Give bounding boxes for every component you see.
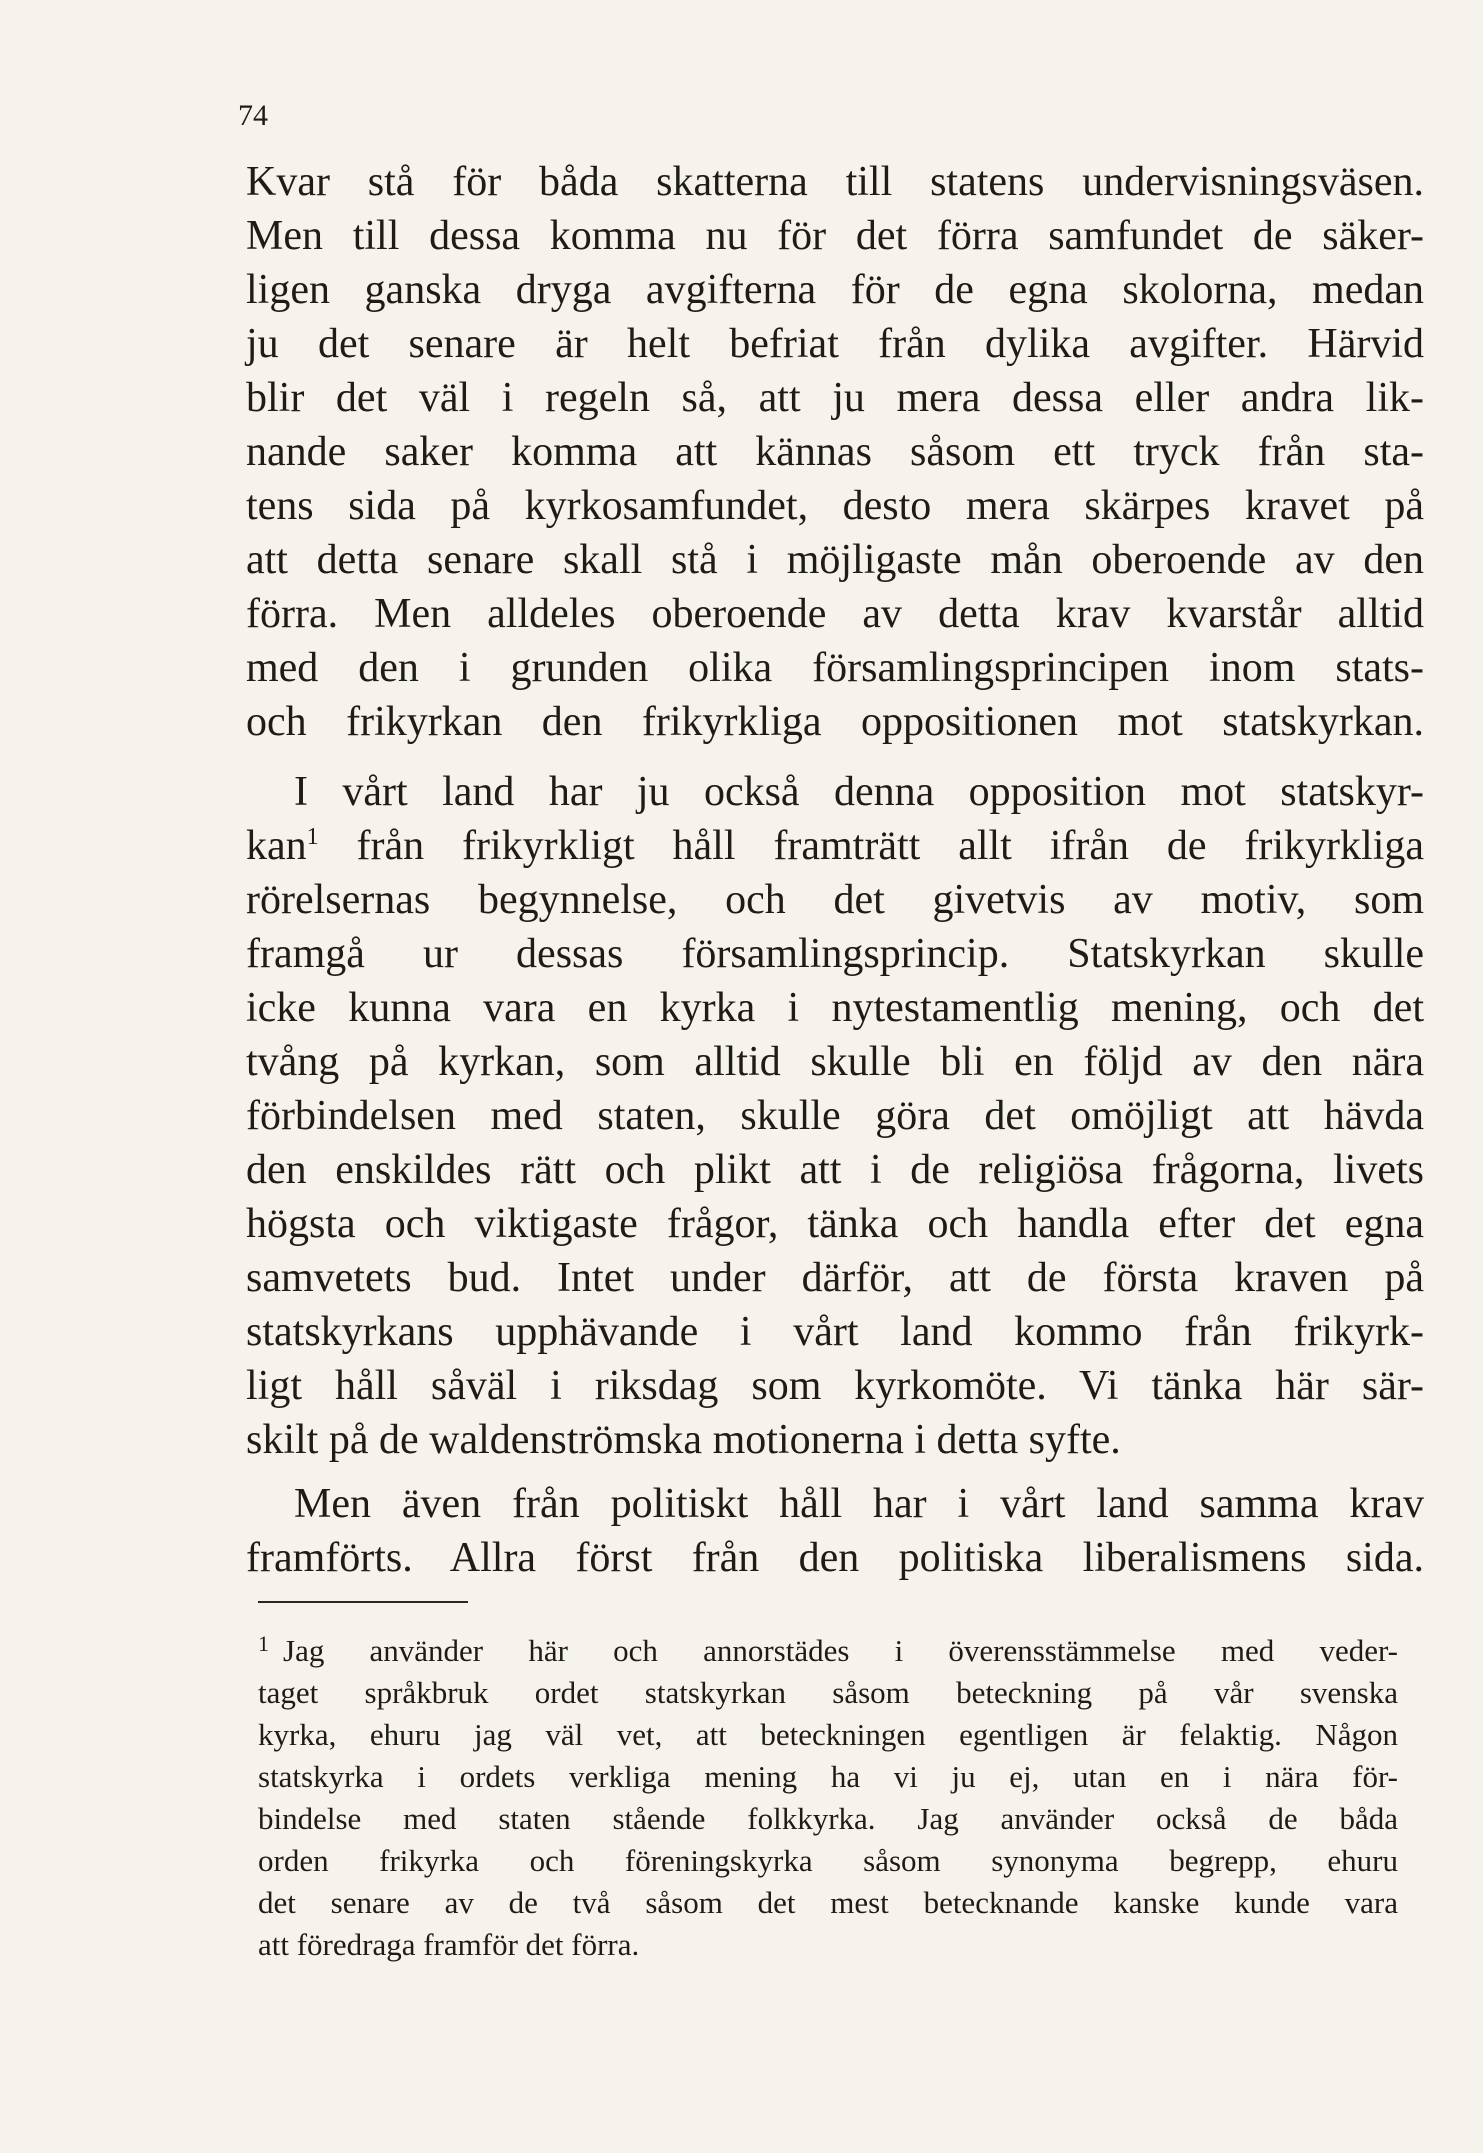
text-line: rörelsernas begynnelse, och det givetvis av motiv, som — [246, 877, 1424, 923]
footnote-line: statskyrka i ordets verkliga mening ha vi ju ej, utan en i nära för- — [258, 1759, 1398, 1794]
text-line: Kvar stå för båda skatterna till statens undervisningsväsen. — [246, 159, 1424, 205]
text-line: tvång på kyrkan, som alltid skulle bli en följd av den nära — [246, 1039, 1424, 1085]
text-line: statskyrkans upphävande i vårt land kommo från frikyrk- — [246, 1309, 1424, 1355]
footnote-line: taget språkbruk ordet statskyrkan såsom beteckning på vår svenska — [258, 1675, 1398, 1710]
text-line: högsta och viktigaste frågor, tänka och handla efter det egna — [246, 1201, 1424, 1247]
text-line: ju det senare är helt befriat från dylika avgifter. Härvid — [246, 321, 1424, 367]
footnote-marker: 1 — [258, 1631, 269, 1656]
text-line: att detta senare skall stå i möjligaste mån oberoende av den — [246, 537, 1424, 583]
text-line-with-footnote-ref — [246, 820, 1424, 872]
text-line: blir det väl i regeln så, att ju mera dessa eller andra lik- — [246, 375, 1424, 421]
text-fragment: kan — [246, 823, 307, 869]
page-number: 74 — [238, 99, 268, 132]
footnote-separator — [258, 1601, 468, 1603]
text-line: och frikyrkan den frikyrkliga oppositionen mot statskyrkan. — [246, 699, 1424, 745]
text-line: ligt håll såväl i riksdag som kyrkomöte. Vi tänka här sär- — [246, 1363, 1424, 1409]
footnote-line: att föredraga framför det förra. — [258, 1927, 640, 1962]
text-line: samvetets bud. Intet under därför, att de första kraven på — [246, 1255, 1424, 1301]
text-line: den enskildes rätt och plikt att i de religiösa frågorna, livets — [246, 1147, 1424, 1193]
footnote-line: det senare av de två såsom det mest betecknande kanske kunde vara — [258, 1885, 1398, 1920]
text-line: nande saker komma att kännas såsom ett tryck från sta- — [246, 429, 1424, 475]
text-line: Men till dessa komma nu för det förra samfundet de säker- — [246, 213, 1424, 259]
footnote-text: Jag använder här och annorstädes i överensstämmelse med veder- — [283, 1633, 1398, 1668]
footnote-line: kyrka, ehuru jag väl vet, att beteckningen egentligen är felaktig. Någon — [258, 1717, 1398, 1752]
text-line: I vårt land har ju också denna opposition mot statskyr- — [294, 769, 1424, 815]
text-line: förbindelsen med staten, skulle göra det omöjligt att hävda — [246, 1093, 1424, 1139]
text-line: framförts. Allra först från den politiska liberalismens sida. — [246, 1535, 1424, 1581]
text-line: tens sida på kyrkosamfundet, desto mera skärpes kravet på — [246, 483, 1424, 529]
text-line: ligen ganska dryga avgifterna för de egna skolorna, medan — [246, 267, 1424, 313]
text-line: icke kunna vara en kyrka i nytestamentlig mening, och det — [246, 985, 1424, 1031]
text-fragment: från frikyrkligt håll framträtt allt ifrån de frikyrkliga — [318, 823, 1424, 869]
text-line: framgå ur dessas församlingsprincip. Statskyrkan skulle — [246, 931, 1424, 977]
text-line: med den i grunden olika församlingsprincipen inom stats- — [246, 645, 1424, 691]
footnote-line — [258, 1631, 1398, 1671]
text-line: skilt på de waldenströmska motionerna i detta syfte. — [246, 1417, 1121, 1463]
footnote-reference[interactable]: 1 — [306, 824, 319, 850]
text-line: Men även från politiskt håll har i vårt land samma krav — [294, 1481, 1424, 1527]
text-line: förra. Men alldeles oberoende av detta krav kvarstår alltid — [246, 591, 1424, 637]
footnote-line: bindelse med staten stående folkkyrka. Jag använder också de båda — [258, 1801, 1398, 1836]
footnote-line: orden frikyrka och föreningskyrka såsom synonyma begrepp, ehuru — [258, 1843, 1398, 1878]
